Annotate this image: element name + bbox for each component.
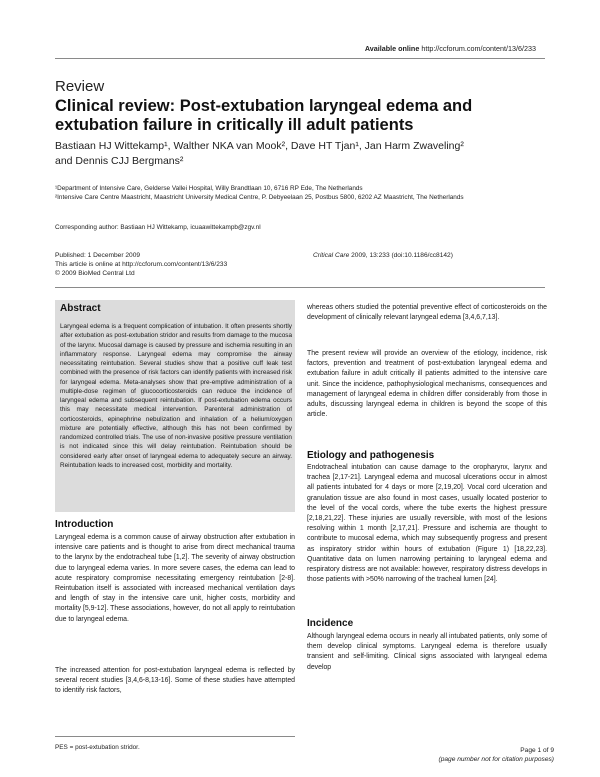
etiology-paragraph: Endotracheal intubation can cause damage to the oropharynx, larynx and trachea [2,17-21]. Laryngeal edema and mucosal ulcerations occur in almost all patients intubated for 4 days or more [2,19,20]. Vocal cord ulceration and granulation tissue are also found in most cases, usually located posterior to the level of the vocal cords, where the tube exerts the highest pressure [2,18,21,22]. These injuries are usually reversible, with most of the lesions resolving within 1 month [2,17,21]. Pressure and ischemia are thought to contribute to mucosal edema, which may subsequently progress and present as inspiratory stridor within hours of extubation (Figure 1) [18,22,23]. Quantitative data on lumen narrowing pertaining to laryngeal edema and respiratory distress are not available: however, respiratory distress develops in those patients with >50% narrowing of the tracheal lumen [24].: [307, 464, 547, 584]
affiliation-1: ¹Department of Intensive Care, Gelderse Vallei Hospital, Willy Brandtlaan 10, 6716 RP Ede, The Netherlands: [55, 185, 363, 192]
available-online-label: Available online: [364, 44, 420, 53]
introduction-paragraph-1: Laryngeal edema is a common cause of airway obstruction after extubation in intensive care patients and is thought to arise from direct mechanical trauma to the larynx by the endotracheal tube [1,2]. The severity of airway obstruction due to laryngeal edema varies. In more severe cases, the edema can lead to acute respiratory compromise necessitating emergency reintubation [2-8]. Reintubation itself is associated with increased mechanical ventilation days and length of stay in the intensive care unit, higher costs, morbidity and mortality [5,9-12]. These associations, however, do not all apply to reintubation due to laryngeal edema.: [55, 534, 295, 623]
online-location: This article is online at http://ccforum.com/content/13/6/233: [55, 261, 228, 268]
author-list: [55, 139, 545, 169]
page-note: (page number not for citation purposes): [438, 756, 554, 763]
introduction-heading: Introduction: [55, 519, 114, 530]
corresponding-author: Corresponding author: Bastiaan HJ Wittekamp, icuaawittekampb@zgv.nl: [55, 224, 261, 231]
introduction-paragraph-2: The increased attention for post-extubation laryngeal edema is reflected by several recent studies [3,4,6-8,13-16]. Some of these studies have attempted to identify risk factors,: [55, 667, 295, 695]
page-label: Page 1 of 9: [520, 747, 554, 754]
availability-line: [365, 44, 536, 53]
authors-line-2: and Dennis CJJ Bergmans²: [55, 155, 184, 167]
section-rule: [55, 287, 545, 288]
publication-info: [55, 251, 305, 278]
incidence-paragraph: Although laryngeal edema occurs in nearly all intubated patients, only some of them develop clinical symptoms. Laryngeal edema is therefore usually transient and self-limiting. Clinical signs associated with laryngeal edema develop: [307, 633, 547, 671]
header-rule: [55, 58, 545, 59]
incidence-heading: Incidence: [307, 618, 354, 629]
authors-line-1: Bastiaan HJ Wittekamp¹, Walther NKA van Mook², Dave HT Tjan¹, Jan Harm Zwaveling²: [55, 140, 464, 152]
published-date: Published: 1 December 2009: [55, 252, 141, 259]
footnote: PES = post-extubation stridor.: [55, 744, 140, 751]
citation-details: 2009, 13:233 (doi:10.1186/cc8142): [349, 252, 453, 259]
continued-paragraph: whereas others studied the potential preventive effect of corticosteroids on the development of clinically relevant laryngeal edema [3,4,6,7,13].: [307, 304, 547, 322]
abstract-heading: Abstract: [60, 303, 101, 314]
abstract-text: Laryngeal edema is a frequent complication of intubation. It often presents shortly after extubation as post-extubation stridor and results from damage to the mucosa of the larynx. Mucosal damage is caused by pressure and ischemia resulting in an inflammatory response. Laryngeal edema may compromise the airway necessitating reintubation. Several studies show that a positive cuff leak test combined with the presence of risk factors can identify patients with increased risk for laryngeal edema. Meta-analyses show that pre-emptive administration of a multiple-dose regimen of glucocorticosteroids can reduce the incidence of laryngeal edema and subsequent reintubation. If post-extubation edema occurs this may necessitate medical intervention. Parenteral administration of corticosteroids, epinephrine nebulization and inhalation of a helium/oxygen mixture are potentially effective, although this has not been confirmed by randomized controlled trials. The use of non-invasive positive pressure ventilation is not indicated since this will delay reintubation. Reintubation should be considered early after onset of laryngeal edema to adequately secure an airway. Reintubation leads to increased cost, morbidity and mortality.: [60, 323, 292, 469]
page-number: [439, 746, 554, 764]
footnote-rule: [55, 736, 295, 737]
article-type-label: Review: [55, 78, 105, 95]
affiliation-2: ²Intensive Care Centre Maastricht, Maastricht University Medical Centre, P. Debyeelaan 25, Postbus 5800, 6202 AZ Maastricht, The Netherlands: [55, 194, 464, 201]
copyright: © 2009 BioMed Central Ltd: [55, 270, 135, 277]
affiliations: [55, 184, 545, 202]
review-scope-paragraph: The present review will provide an overview of the etiology, incidence, risk factors, prevention and treatment of post-extubation laryngeal edema and extubation failure in adult critically ill patients admitted to the intensive care unit. Since the incidence, pathophysiological mechanisms, consequences and management of laryngeal edema in children differ considerably from those in adults, discussing laryngeal edema in children is beyond the scope of this article.: [307, 350, 547, 419]
citation: [313, 251, 553, 260]
page-title: Clinical review: Post-extubation laryngeal edema and extubation failure in critically ill adult patients: [55, 97, 473, 134]
etiology-heading: Etiology and pathogenesis: [307, 450, 435, 461]
citation-journal: Critical Care: [313, 252, 350, 259]
article-url[interactable]: http://ccforum.com/content/13/6/233: [421, 44, 536, 53]
